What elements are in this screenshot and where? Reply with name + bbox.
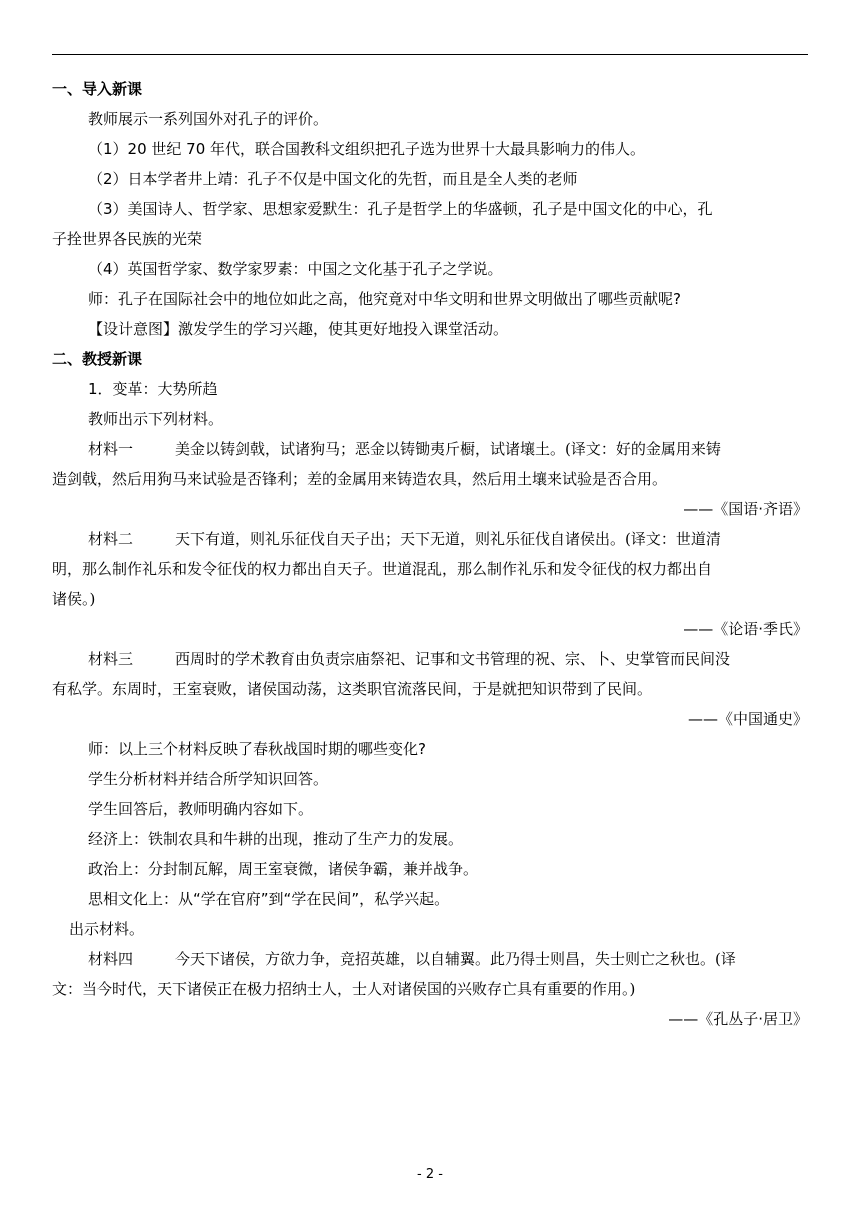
material-source: ——《国语·齐语》 [683, 500, 808, 518]
material-text: 西周时的学术教育由负责宗庙祭祀、记事和文书管理的祝、宗、卜、史掌管而民间没 [175, 650, 731, 668]
paragraph: 师：以上三个材料反映了春秋战国时期的哪些变化? [88, 740, 426, 758]
header-rule [52, 54, 808, 55]
material-2 [52, 524, 808, 554]
paragraph: 学生分析材料并结合所学知识回答。 [88, 770, 329, 788]
section-heading-teaching: 二、教授新课 [52, 350, 143, 368]
list-item: （2）日本学者井上靖：孔子不仅是中国文化的先哲，而且是全人类的老师 [88, 170, 578, 188]
paragraph: 思相文化上：从“学在官府”到“学在民间”，私学兴起。 [88, 890, 450, 908]
material-text: 造剑戟，然后用狗马来试验是否锋利；差的金属用来铸造农具，然后用土壤来试验是否合用。 [52, 470, 668, 488]
paragraph: 教师出示下列材料。 [88, 410, 224, 428]
material-text: 天下有道，则礼乐征伐自天子出；天下无道，则礼乐征伐自诸侯出。(译文：世道清 [175, 530, 721, 548]
paragraph: 师：孔子在国际社会中的地位如此之高，他究竟对中华文明和世界文明做出了哪些贡献呢? [88, 290, 681, 308]
material-text: 美金以铸剑戟，试诸狗马；恶金以铸锄夷斤橱，试诸壤土。(译文：好的金属用来铸 [175, 440, 721, 458]
material-text: 明，那么制作礼乐和发令征伐的权力都出自天子。世道混乱，那么制作礼乐和发令征伐的权力都出自 [52, 560, 713, 578]
design-intent: 【设计意图】激发学生的学习兴趣，使其更好地投入课堂活动。 [88, 320, 509, 338]
list-item: （3）美国诗人、哲学家、思想家爱默生：孔子是哲学上的华盛顿，孔子是中国文化的中心，孔 [88, 200, 713, 218]
list-item: （4）英国哲学家、数学家罗素：中国之文化基于孔子之学说。 [88, 260, 503, 278]
material-text: 有私学。东周时，王室衰败，诸侯国动荡，这类职官流落民间，于是就把知识带到了民间。 [52, 680, 653, 698]
paragraph: 政治上：分封制瓦解，周王室衰微，诸侯争霸，兼并战争。 [88, 860, 479, 878]
paragraph: 出示材料。 [69, 920, 145, 938]
list-item: （1）20 世纪 70 年代，联合国教科文组织把孔子选为世界十大最具影响力的伟人。 [88, 140, 646, 158]
material-3 [52, 644, 808, 674]
paragraph: 学生回答后，教师明确内容如下。 [88, 800, 314, 818]
list-item-continuation: 子拴世界各民族的光荣 [52, 230, 203, 248]
paragraph: 经济上：铁制农具和牛耕的出现，推动了生产力的发展。 [88, 830, 464, 848]
material-label: 材料三 [88, 650, 134, 668]
document-body [52, 74, 808, 1034]
material-text: 文：当今时代，天下诸侯正在极力招纳士人，士人对诸侯国的兴败存亡具有重要的作用。) [52, 980, 636, 998]
paragraph: 教师展示一系列国外对孔子的评价。 [88, 110, 329, 128]
material-text: 今天下诸侯，方欲力争，竞招英雄，以自辅翼。此乃得士则昌，失士则亡之秋也。(译 [175, 950, 736, 968]
material-label: 材料二 [88, 530, 134, 548]
material-4 [52, 944, 808, 974]
material-text: 诸侯。) [52, 590, 96, 608]
section-heading-intro: 一、导入新课 [52, 80, 143, 98]
material-source: ——《孔丛子·居卫》 [668, 1010, 808, 1028]
subheading: 1．变革：大势所趋 [88, 380, 218, 398]
material-label: 材料四 [88, 950, 134, 968]
material-label: 材料一 [88, 440, 134, 458]
material-source: ——《论语·季氏》 [683, 620, 808, 638]
material-source: ——《中国通史》 [687, 710, 808, 728]
material-1 [52, 434, 808, 464]
page-number: - 2 - [417, 1167, 443, 1182]
